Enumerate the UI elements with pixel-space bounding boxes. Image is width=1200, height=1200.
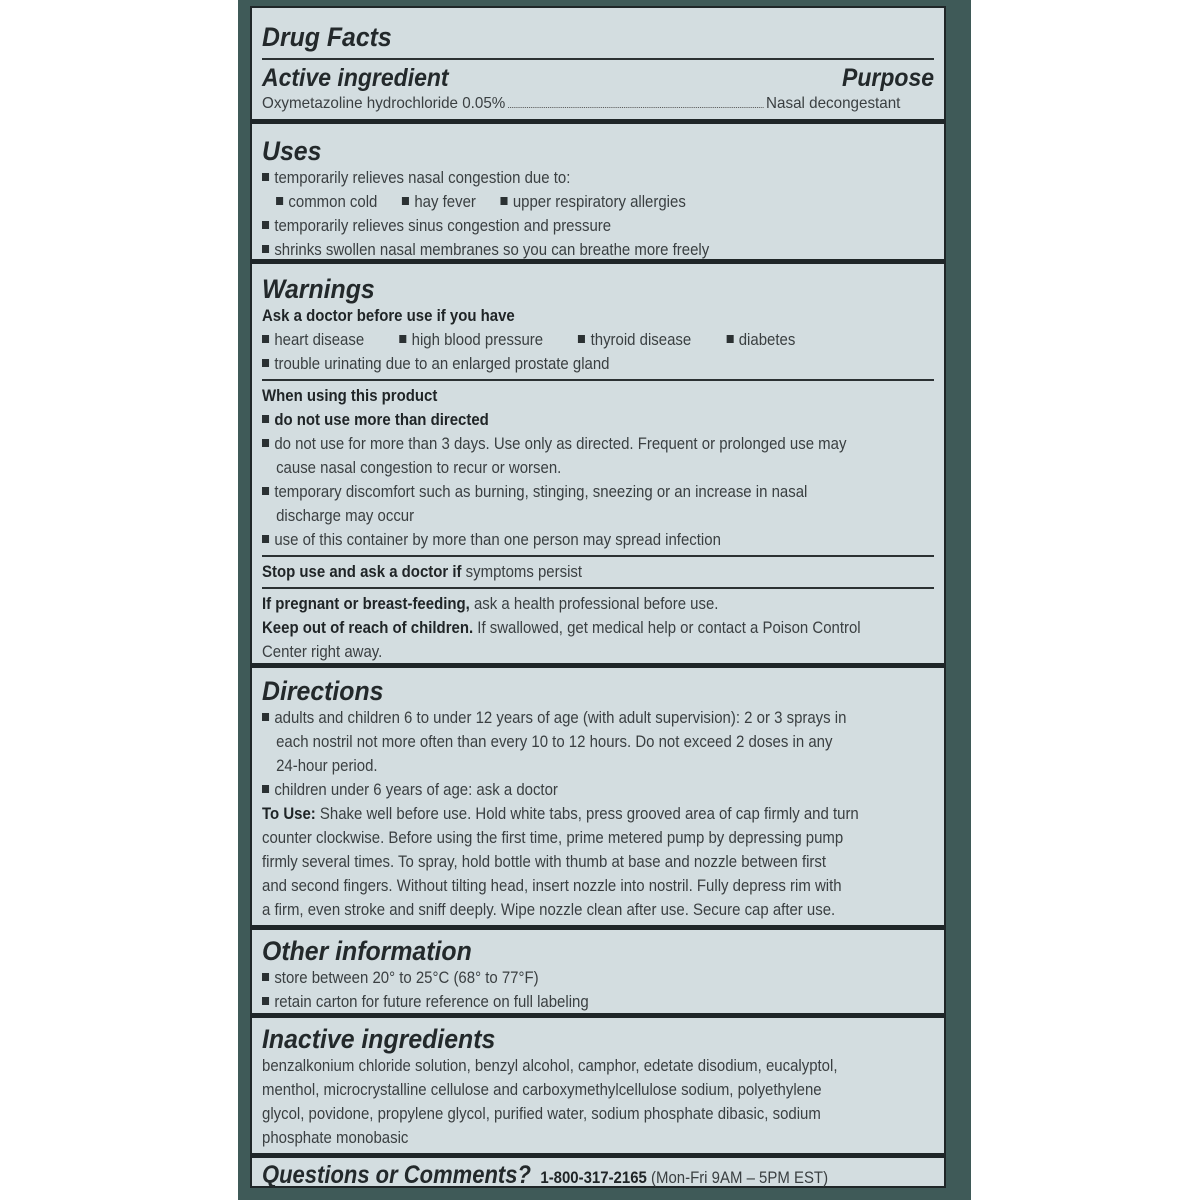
active-heading-row: [262, 63, 934, 93]
purpose-heading: Purpose: [841, 64, 934, 92]
to-use-line-5: a firm, even stroke and sniff deeply. Wipe nozzle clean after use. Secure cap after use.: [262, 900, 836, 919]
uses-sub-hay-fever: hay fever: [414, 192, 476, 211]
warnings-divider-3: [262, 587, 934, 589]
active-ingredient-name: Oxymetazoline hydrochloride 0.05%: [262, 95, 506, 112]
uses-sub-common-cold: common cold: [288, 192, 378, 211]
when-using-item-2: do not use for more than 3 days. Use only as directed. Frequent or prolonged use may: [262, 432, 853, 456]
bullet-icon: [262, 785, 269, 793]
bullet-icon: [262, 335, 269, 343]
bullet-icon: [501, 197, 508, 205]
bullet-icon: [262, 487, 269, 495]
to-use-line-3: firmly several times. To spray, hold bottle with thumb at base and nozzle between first: [262, 852, 827, 871]
questions-section: [252, 1158, 944, 1188]
drug-facts-panel: [250, 6, 946, 1188]
conditions-row: [262, 328, 853, 352]
bullet-icon: [262, 997, 269, 1005]
bullet-icon: [262, 359, 269, 367]
pregnant-line: If pregnant or breast-feeding, ask a health professional before use.: [262, 594, 719, 613]
directions-item-1-cont-1: each nostril not more often than every 10 to 12 hours. Do not exceed 2 doses in any: [276, 732, 833, 751]
to-use-line-2: counter clockwise. Before using the first time, prime metered pump by depressing pump: [262, 828, 844, 847]
questions-hours: (Mon-Fri 9AM – 5PM EST): [651, 1168, 829, 1187]
active-purpose: Nasal decongestant: [766, 95, 901, 112]
condition-high-blood-pressure: high blood pressure: [411, 330, 544, 349]
questions-line: [262, 1160, 853, 1188]
bullet-icon: [402, 197, 409, 205]
when-using-heading: When using this product: [262, 386, 438, 405]
other-information-section: [252, 930, 944, 1018]
other-item-2: retain carton for future reference on full labeling: [262, 990, 853, 1014]
inactive-line-1: benzalkonium chloride solution, benzyl alcohol, camphor, edetate disodium, eucalyptol,: [262, 1056, 838, 1075]
keep-out-line-cont: Center right away.: [262, 642, 383, 661]
bullet-icon: [262, 439, 269, 447]
warnings-divider-2: [262, 555, 934, 557]
bullet-icon: [262, 245, 269, 253]
uses-heading: Uses: [262, 136, 322, 166]
directions-item-2: children under 6 years of age: ask a doctor: [262, 778, 853, 802]
when-using-item-2-cont: cause nasal congestion to recur or worsen.: [276, 458, 562, 477]
bullet-icon: [262, 221, 269, 229]
to-use-line-4: and second fingers. Without tilting head, insert nozzle into nostril. Fully depress rim with: [262, 876, 842, 895]
when-using-item-4: use of this container by more than one person may spread infection: [262, 528, 853, 552]
keep-out-line: Keep out of reach of children. If swallowed, get medical help or contact a Poison Control: [262, 618, 861, 637]
inactive-line-2: menthol, microcrystalline cellulose and carboxymethylcellulose sodium, polyethylene: [262, 1080, 822, 1099]
stop-use-line: Stop use and ask a doctor if symptoms persist: [262, 562, 583, 581]
directions-item-1: adults and children 6 to under 12 years of age (with adult supervision): 2 or 3 sprays in: [262, 706, 853, 730]
bullet-icon: [262, 415, 269, 423]
condition-heart-disease: heart disease: [274, 330, 365, 349]
inactive-ingredients-heading: Inactive ingredients: [262, 1024, 496, 1054]
when-using-item-3: temporary discomfort such as burning, stinging, sneezing or an increase in nasal: [262, 480, 853, 504]
bullet-icon: [726, 335, 733, 343]
bullet-icon: [578, 335, 585, 343]
bullet-icon: [276, 197, 283, 205]
active-ingredient-heading: Active ingredient: [262, 64, 449, 92]
questions-heading: Questions or Comments?: [262, 1161, 531, 1188]
uses-sub-allergies: upper respiratory allergies: [512, 192, 686, 211]
uses-item-2: temporarily relieves sinus congestion and pressure: [262, 214, 853, 238]
bullet-icon: [262, 713, 269, 721]
bullet-icon: [262, 173, 269, 181]
ask-doctor-heading: Ask a doctor before use if you have: [262, 306, 515, 325]
warnings-section: [252, 264, 944, 668]
bullet-icon: [399, 335, 406, 343]
title-divider: [262, 58, 934, 60]
warnings-divider-1: [262, 379, 934, 381]
inactive-ingredients-section: [252, 1018, 944, 1158]
active-ingredient-section: [252, 8, 944, 124]
uses-section: [252, 124, 944, 264]
uses-sub-items: [262, 190, 853, 214]
uses-item-3: shrinks swollen nasal membranes so you can breathe more freely: [262, 238, 853, 262]
condition-prostate: trouble urinating due to an enlarged prostate gland: [262, 352, 853, 376]
other-item-1: store between 20° to 25°C (68° to 77°F): [262, 966, 853, 990]
bullet-icon: [262, 973, 269, 981]
uses-item-1: temporarily relieves nasal congestion due to:: [262, 166, 853, 190]
bullet-icon: [262, 535, 269, 543]
directions-section: [252, 668, 944, 930]
inactive-line-4: phosphate monobasic: [262, 1128, 409, 1147]
other-information-heading: Other information: [262, 936, 472, 966]
directions-item-1-cont-2: 24-hour period.: [276, 756, 378, 775]
directions-heading: Directions: [262, 676, 384, 706]
active-ingredient-row: [262, 93, 900, 113]
when-using-item-1: do not use more than directed: [262, 408, 853, 432]
inactive-line-3: glycol, povidone, propylene glycol, purified water, sodium phosphate dibasic, sodium: [262, 1104, 821, 1123]
drug-facts-title: Drug Facts: [262, 22, 392, 52]
when-using-item-3-cont: discharge may occur: [276, 506, 415, 525]
leader-dots: [508, 93, 763, 108]
questions-phone: 1-800-317-2165: [540, 1168, 647, 1187]
condition-thyroid-disease: thyroid disease: [590, 330, 692, 349]
warnings-heading: Warnings: [262, 274, 375, 304]
to-use-line-1: To Use: Shake well before use. Hold white tabs, press grooved area of cap firmly and turn: [262, 804, 859, 823]
condition-diabetes: diabetes: [738, 330, 796, 349]
